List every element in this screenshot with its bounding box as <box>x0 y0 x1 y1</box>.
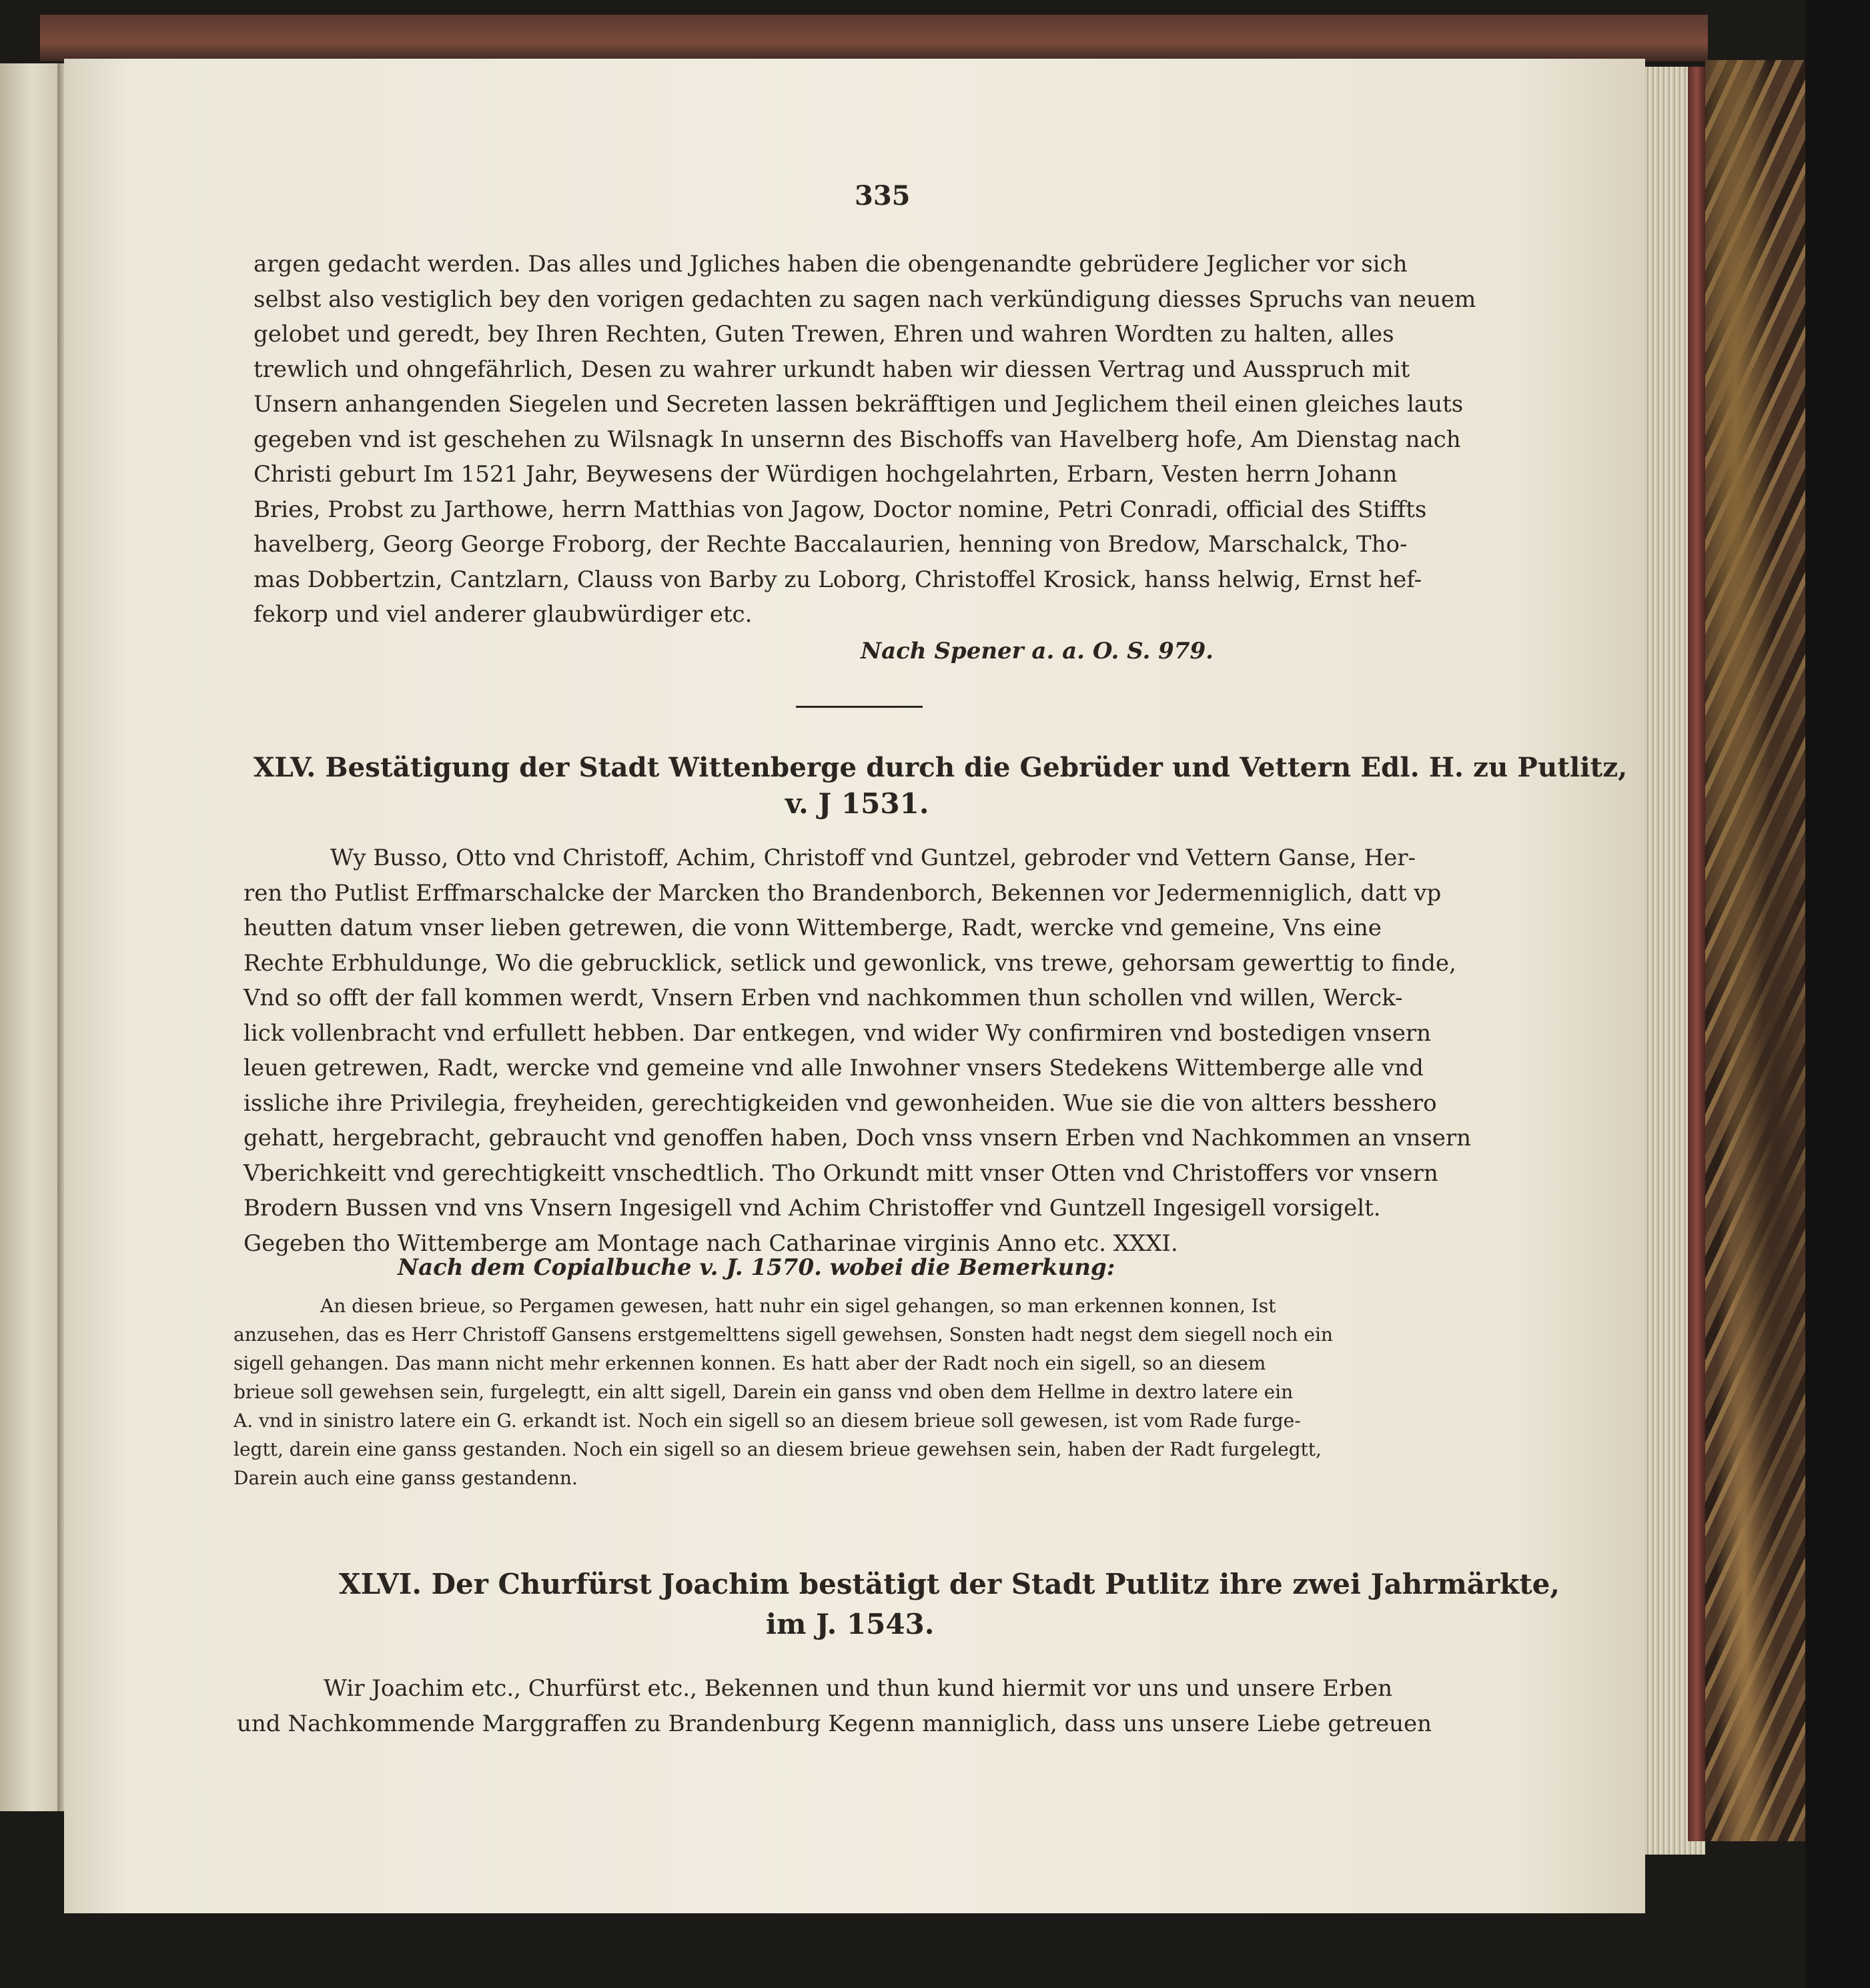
text-line: Gegeben tho Wittemberge am Montage nach Catharinae virginis Anno etc. XXXI. <box>244 1229 1178 1257</box>
text-line: fekorp und viel anderer glaubwürdiger etc. <box>254 601 753 628</box>
text-line: sigell gehangen. Das mann nicht mehr erkennen konnen. Es hatt aber der Radt noch ein sigell, so an diesem <box>233 1352 1266 1374</box>
text-line: Unsern anhangenden Siegelen und Secreten lassen bekräfftigen und Jeglichem theil einen gleiches lauts <box>254 391 1464 418</box>
text-line: Bries, Probst zu Jarthowe, herrn Matthias von Jagow, Doctor nomine, Petri Conradi, official des Stiffts <box>254 496 1427 523</box>
text-line: gehatt, hergebracht, gebraucht vnd genoffen haben, Doch vnss vnsern Erben vnd Nachkommen an vnsern <box>244 1125 1472 1151</box>
section-heading-xlvi: XLVI. Der Churfürst Joachim bestätigt der Stadt Putlitz ihre zwei Jahrmärkte, <box>339 1568 1560 1600</box>
text-line: und Nachkommende Marggraffen zu Brandenburg Kegenn manniglich, dass uns unsere Liebe getreuen <box>237 1710 1432 1737</box>
text-line: Wir Joachim etc., Churfürst etc., Bekennen und thun kund hiermit vor uns und unsere Erben <box>324 1675 1392 1702</box>
text-line: An diesen brieue, so Pergamen gewesen, hatt nuhr ein sigel gehangen, so man erkennen konnen, Ist <box>320 1295 1276 1317</box>
text-line: gegeben vnd ist geschehen zu Wilsnagk In unsernn des Bischoffs van Havelberg hofe, Am Dienstag nach <box>254 426 1461 453</box>
page-number: 335 <box>855 180 911 211</box>
gutter <box>57 63 64 1811</box>
text-line: Brodern Bussen vnd vns Vnsern Ingesigell vnd Achim Christoffer vnd Guntzell Ingesigell vorsigelt. <box>244 1195 1381 1221</box>
text-line: heutten datum vnser lieben getrewen, die vonn Wittemberge, Radt, wercke vnd gemeine, Vns eine <box>244 915 1382 941</box>
text-line: argen gedacht werden. Das alles und Jgliches haben die obengenandte gebrüdere Jeglicher vor sich <box>254 251 1408 278</box>
text-block-charter <box>244 841 1471 1261</box>
text-block-joachim <box>237 1671 1432 1741</box>
text-line: issliche ihre Privilegia, freyheiden, gerechtigkeiden vnd gewonheiden. Wue sie die von altters besshero <box>244 1089 1437 1117</box>
text-line: leuen getrewen, Radt, wercke vnd gemeine vnd alle Inwohner vnsers Stedekens Wittemberge alle vnd <box>244 1055 1424 1081</box>
text-line: mas Dobbertzin, Cantzlarn, Clauss von Barby zu Loborg, Christoffel Krosick, hanss helwig, Ernst hef- <box>254 566 1422 593</box>
source-citation: Nach Spener a. a. O. S. 979. <box>861 638 1214 664</box>
text-line: ren tho Putlist Erffmarschalcke der Marcken tho Brandenborch, Bekennen vor Jedermenniglich, datt vp <box>244 879 1442 907</box>
book-spine-leather <box>1688 67 1705 1841</box>
text-line: anzusehen, das es Herr Christoff Gansens erstgemelttens sigell gewehsen, Sonsten hadt negst dem siegell noch ein <box>233 1324 1333 1346</box>
text-line: brieue soll gewehsen sein, furgelegtt, ein altt sigell, Darein ein ganss vnd oben dem Hellme in dextro latere ein <box>233 1381 1294 1403</box>
text-line: legtt, darein eine ganss gestanden. Noch ein sigell so an diesem brieue gewehsen sein, haben der Radt furgelegtt, <box>233 1438 1322 1460</box>
text-line: Rechte Erbhuldunge, Wo die gebrucklick, setlick und gewonlick, vns trewe, gehorsam gewerttig to finde, <box>244 949 1456 977</box>
text-line: Vnd so offt der fall kommen werdt, Vnsern Erben vnd nachkommen thun schollen vnd willen, Werck- <box>244 985 1403 1011</box>
source-citation-copialbuch: Nach dem Copialbuche v. J. 1570. wobei die Bemerkung: <box>398 1254 1115 1281</box>
text-line: Vberichkeitt vnd gerechtigkeitt vnschedtlich. Tho Orkundt mitt vnser Otten vnd Christoffers vor vnsern <box>244 1159 1438 1187</box>
book-cover-top <box>40 15 1708 61</box>
marbled-board <box>1705 60 1805 1841</box>
text-line: havelberg, Georg George Froborg, der Rechte Baccalaurien, henning von Bredow, Marschalck, Tho- <box>254 531 1408 558</box>
text-line: A. vnd in sinistro latere ein G. erkandt ist. Noch ein sigell so an diesem brieue soll gewesen, ist vom Rade furge- <box>233 1410 1301 1432</box>
text-line: Christi geburt Im 1521 Jahr, Beywesens der Würdigen hochgelahrten, Erbarn, Vesten herrn Johann <box>254 461 1398 488</box>
text-line: Wy Busso, Otto vnd Christoff, Achim, Christoff vnd Guntzel, gebroder vnd Vettern Ganse, Her- <box>330 845 1416 871</box>
section-heading-xlv-date: v. J 1531. <box>785 787 929 820</box>
facing-page-edge <box>0 63 59 1811</box>
text-line: gelobet und geredt, bey Ihren Rechten, Guten Trewen, Ehren und wahren Wordten zu halten, alles <box>254 321 1394 348</box>
section-heading-xlv: XLV. Bestätigung der Stadt Wittenberge durch die Gebrüder und Vettern Edl. H. zu Putlitz, <box>254 751 1628 783</box>
text-block-remark <box>233 1292 1333 1492</box>
section-divider <box>796 706 923 708</box>
text-line: lick vollenbracht vnd erfullett hebben. Dar entkegen, vnd wider Wy confirmiren vnd bostedigen vnsern <box>244 1019 1432 1047</box>
text-line: selbst also vestiglich bey den vorigen gedachten zu sagen nach verkündigung diesses Spruchs van neuem <box>254 286 1476 313</box>
background-shadow <box>1805 0 1870 1988</box>
text-line: trewlich und ohngefährlich, Desen zu wahrer urkundt haben wir diessen Vertrag und Ausspruch mit <box>254 356 1410 383</box>
section-heading-xlvi-date: im J. 1543. <box>766 1608 935 1640</box>
text-block-decree-ending <box>254 247 1476 632</box>
text-line: Darein auch eine ganss gestandenn. <box>233 1467 578 1489</box>
